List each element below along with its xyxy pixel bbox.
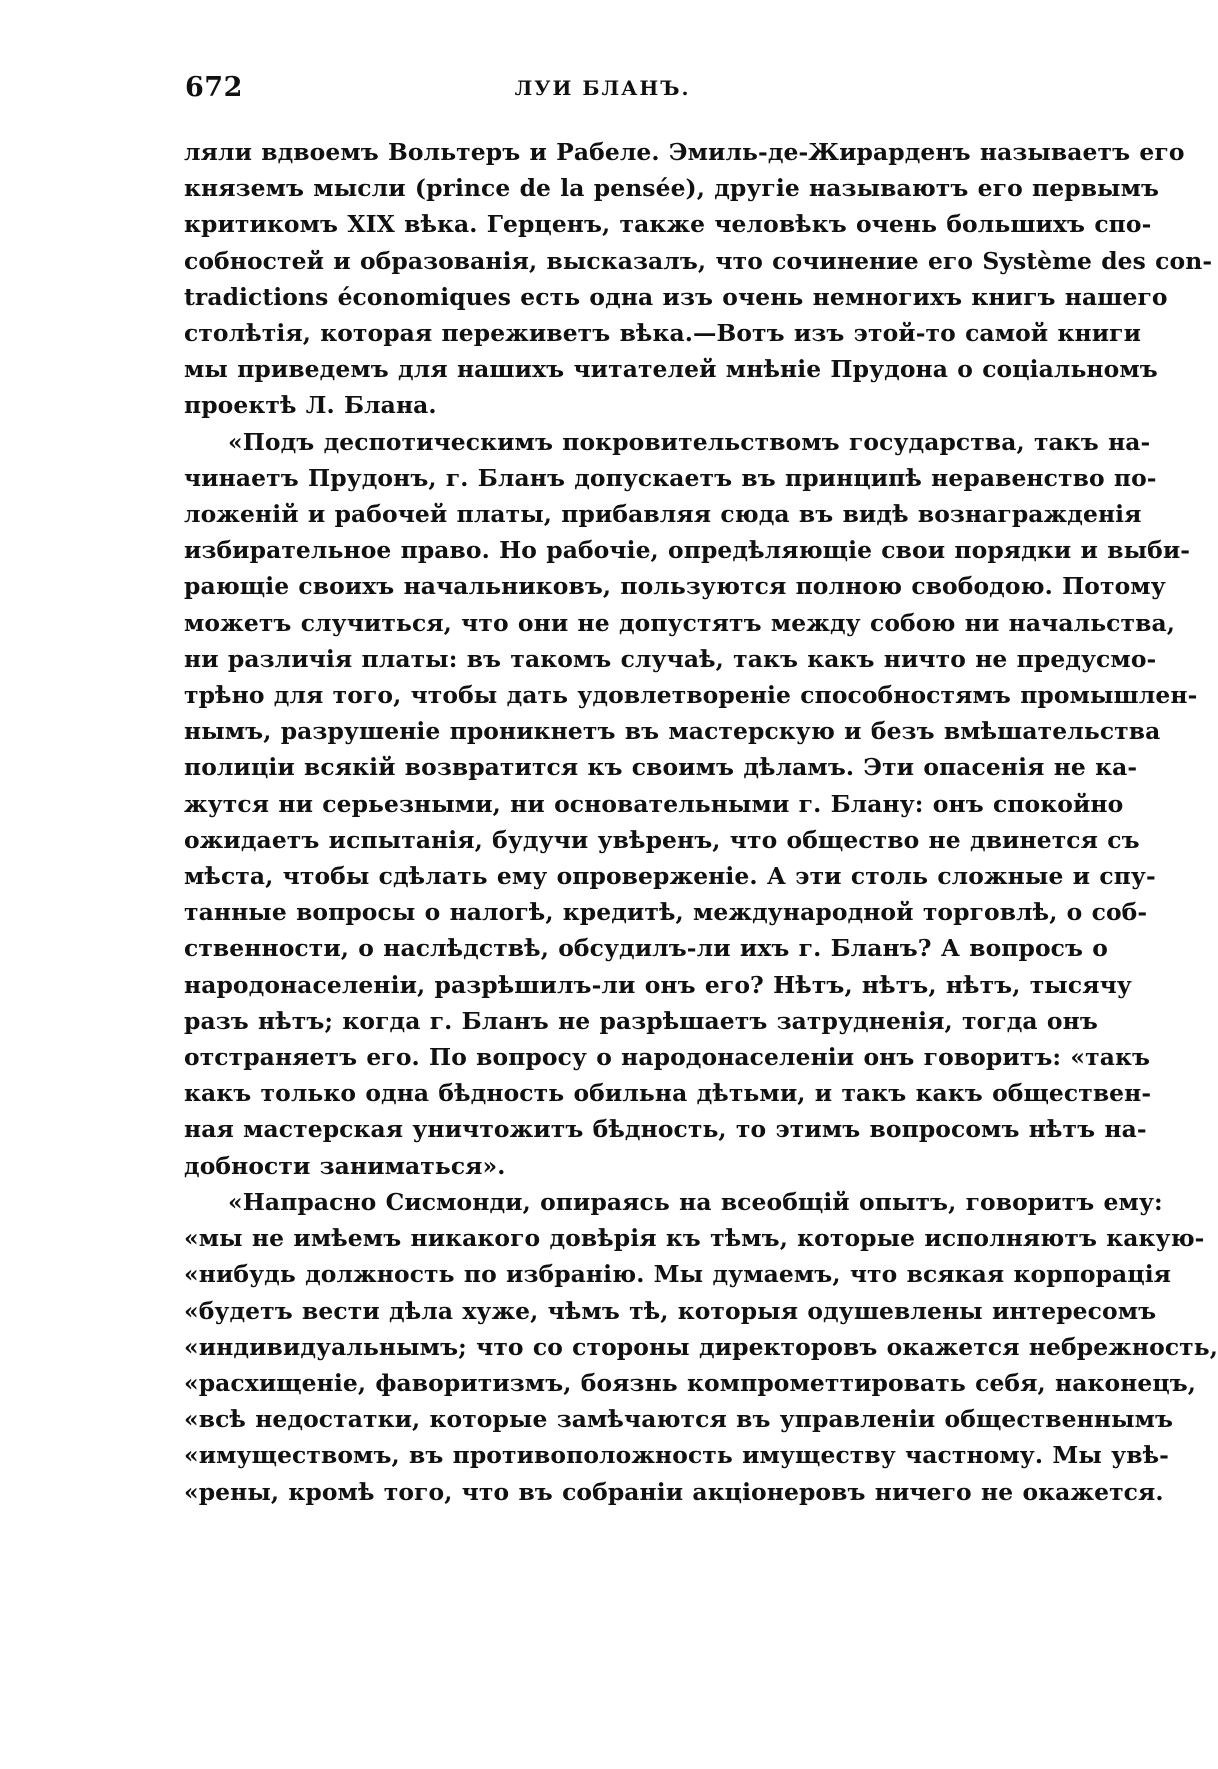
- paragraph-3: [184, 1184, 1218, 1510]
- text-line: народонаселеніи, разрѣшилъ-ли онъ его? Нѣтъ, нѣтъ, нѣтъ, тысячу: [184, 970, 1132, 999]
- text-line: ляли вдвоемъ Вольтеръ и Рабеле. Эмиль-де-Жирарденъ называетъ его: [184, 138, 1185, 166]
- text-line: «расхищеніе, фаворитизмъ, боязнь компрометтировать себя, наконецъ,: [184, 1368, 1197, 1397]
- text-line: трѣно для того, чтобы дать удовлетвореніе способностямъ промышлен-: [184, 681, 1198, 710]
- text-line: «нибудь должность по избранію. Мы думаемъ, что всякая корпорація: [184, 1260, 1172, 1289]
- text-line: «имуществомъ, въ противоположность имуществу частному. Мы увѣ-: [184, 1441, 1169, 1470]
- text-line: добности заниматься».: [184, 1151, 506, 1180]
- text-line: ственности, о наслѣдствѣ, обсудилъ-ли ихъ г. Бланъ? А вопросъ о: [184, 934, 1108, 963]
- text-line: «индивидуальнымъ; что со стороны директоровъ окажется небрежность,: [184, 1332, 1218, 1361]
- text-line: собностей и образованія, высказалъ, что сочинение его Système des con-: [184, 246, 1213, 275]
- text-line: можетъ случиться, что они не допустятъ между собою ни начальства,: [184, 608, 1175, 637]
- text-line: нымъ, разрушеніе проникнетъ въ мастерскую и безъ вмѣшательства: [184, 717, 1161, 746]
- text-line: мѣста, чтобы сдѣлать ему опроверженіе. А эти столь сложные и спу-: [184, 862, 1156, 891]
- text-line: ложеній и рабочей платы, прибавляя сюда въ видѣ вознагражденія: [184, 500, 1142, 529]
- text-line: «будетъ вести дѣла хуже, чѣмъ тѣ, которыя одушевлены интересомъ: [184, 1296, 1157, 1325]
- running-title: ЛУИ БЛАНЪ.: [514, 76, 691, 100]
- text-line: «Напрасно Сисмонди, опираясь на всеобщій опытъ, говоритъ ему:: [228, 1187, 1163, 1216]
- text-line: ни различія платы: въ такомъ случаѣ, такъ какъ ничто не предусмо-: [184, 644, 1157, 673]
- text-line: «рены, кромѣ того, что въ собраніи акціонеровъ ничего не окажется.: [184, 1477, 1164, 1506]
- text-line: избирательное право. Но рабочіе, опредѣляющіе свои порядки и выби-: [184, 536, 1191, 565]
- text-line: танные вопросы о налогѣ, кредитѣ, международной торговлѣ, о соб-: [184, 898, 1148, 927]
- text-line: «мы не имѣемъ никакого довѣрія къ тѣмъ, которые исполняютъ какую-: [184, 1224, 1205, 1253]
- text-line: чинаетъ Прудонъ, г. Бланъ допускаетъ въ принципѣ неравенство по-: [184, 463, 1157, 492]
- text-line: полиціи всякій возвратится къ своимъ дѣламъ. Эти опасенія не ка-: [184, 753, 1138, 782]
- text-line: какъ только одна бѣдность обильна дѣтьми, и такъ какъ обществен-: [184, 1079, 1152, 1108]
- page-number: 672: [185, 72, 243, 103]
- text-line: tradictions économiques есть одна изъ очень немногихъ книгъ нашего: [184, 282, 1168, 311]
- text-line: отстраняетъ его. По вопросу о народонаселеніи онъ говоритъ: «такъ: [184, 1043, 1150, 1072]
- text-line: жутся ни серьезными, ни основательными г. Блану: онъ спокойно: [184, 789, 1124, 818]
- paragraph-2: [184, 424, 1198, 1184]
- text-line: «всѣ недостатки, которые замѣчаются въ управленіи общественнымъ: [184, 1405, 1174, 1434]
- text-line: рающіе своихъ начальниковъ, пользуются полною свободою. Потому: [184, 572, 1166, 601]
- text-line: столѣтія, которая переживетъ вѣка.—Вотъ изъ этой-то самой книги: [184, 319, 1142, 348]
- page-header: [185, 72, 1020, 112]
- text-line: «Подъ деспотическимъ покровительствомъ государства, такъ на-: [228, 427, 1151, 456]
- text-line: критикомъ XIX вѣка. Герценъ, также человѣкъ очень большихъ спо-: [184, 210, 1152, 239]
- text-line: проектѣ Л. Блана.: [184, 391, 437, 420]
- body-text: [184, 134, 1218, 1510]
- paragraph-1: [184, 134, 1213, 424]
- text-line: ожидаетъ испытанія, будучи увѣренъ, что общество не двинется съ: [184, 825, 1140, 854]
- text-line: ная мастерская уничтожитъ бѣдность, то этимъ вопросомъ нѣтъ на-: [184, 1115, 1147, 1144]
- text-line: разъ нѣтъ; когда г. Бланъ не разрѣшаетъ затрудненія, тогда онъ: [184, 1006, 1098, 1035]
- text-line: княземъ мысли (prince de la pensée), другіе называютъ его первымъ: [184, 174, 1160, 203]
- text-line: мы приведемъ для нашихъ читателей мнѣніе Прудона о соціальномъ: [184, 355, 1158, 384]
